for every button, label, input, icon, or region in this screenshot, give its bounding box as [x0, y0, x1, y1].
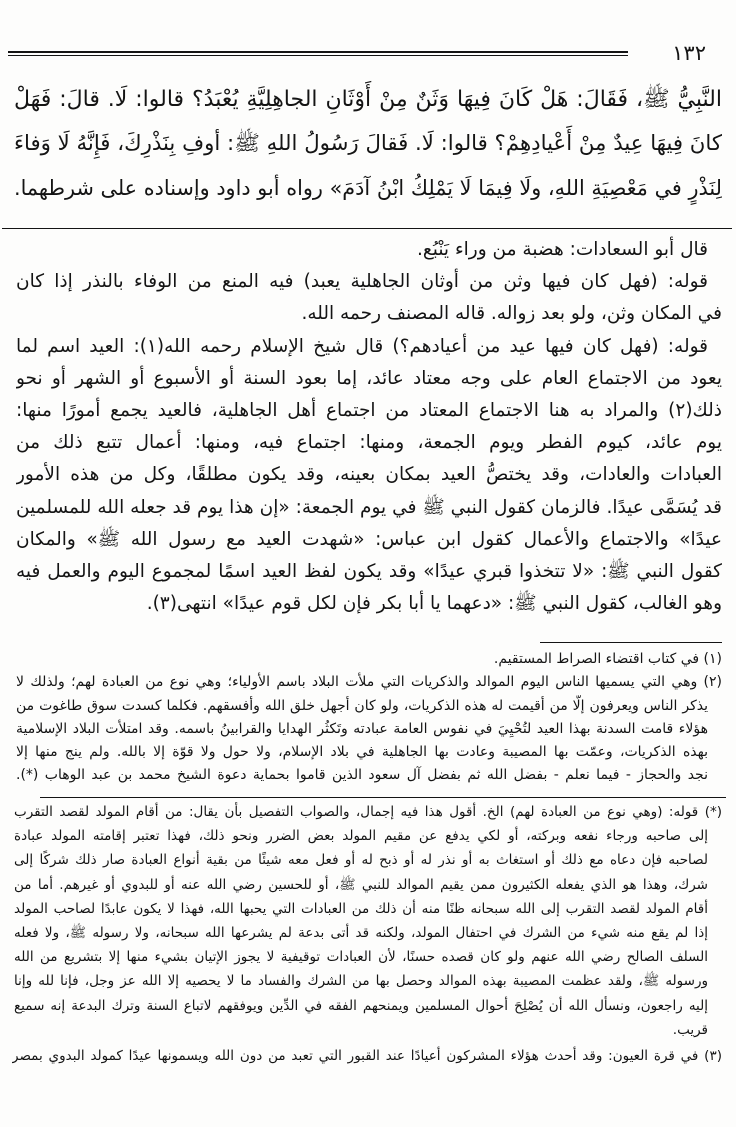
editor-note-line: السلف الصالح رضي الله عنهم ولو كان قصده حسنًا، لأن العبادات توقيفية لا يجوز الإتيان بشيء منها إلا بتشريع من الله [14, 949, 708, 966]
editor-note-line: لصاحبه فإن دعاه مع ذلك أو استغاث به أو نذر له أو ذبح له أو فعل معه شيئًا من بقية أنواع العبادة صار ذلك شركًا إلى [14, 852, 708, 869]
hadith-line: كانَ فِيهَا عِيدٌ مِنْ أَعْيادِهِمْ؟ قالوا: لَا. فَقالَ رَسُولُ اللهِ ﷺ: أوفِ بِنَذْرِكَ، فَإِنَّهُ لَا وَفاءَ [14, 131, 722, 156]
commentary-line: قال أبو السعادات: هضبة من وراء يَنْبُع. [417, 239, 708, 260]
commentary-line: قوله: (فهل كان فيها عيد من أعيادهم؟) قال شيخ الإسلام رحمه الله(١): العيد اسم لما [16, 335, 708, 357]
footnotes-block [16, 648, 722, 788]
section-divider [2, 228, 732, 229]
editor-note-line: إذا لم يقع منه شيء من الشرك في احتفال المولد، ولكنه قد أتى بدعة لم يشرعها الله سبحانه، ولا رسوله ﷺ، ولا فعله [14, 925, 708, 942]
footnote-line: (٣) في قرة العيون: وقد أحدث هؤلاء المشركون أعيادًا عند القبور التي تعبد من دون الله ويسمونها عيدًا كمولد البدوي بمصر [12, 1048, 722, 1064]
editor-note-line: ورسوله ﷺ، ولقد عظمت المصيبة بهذه الموالد وحصل بها من الشرك والفساد ما لا يحصيه إلا الله عز وجل، فإنا لله وإنا [14, 973, 708, 990]
editor-note-block [14, 800, 722, 1042]
footnote-line: (١) في كتاب اقتضاء الصراط المستقيم. [493, 651, 722, 667]
header-rule [8, 51, 628, 56]
footnote-line: (٢) وهي التي يسميها الناس اليوم الموالد والذكريات التي ملأت البلاد باسم الأولياء؛ وهي نوع من العبادة لهم؛ ولذلك لا [16, 674, 722, 691]
footnote-line: بهذه الذكريات، وعمّت بها المصيبة وعادت بها الجاهلية في بلاد الإسلام، ولا حول ولا قوّة إلا بالله. ولم ينج منها إلا [16, 744, 708, 761]
commentary-line: يوم عائد، كيوم الفطر ويوم الجمعة، ومنها: اجتماع فيه، ومنها: أعمال تتبع ذلك من [16, 432, 722, 454]
commentary-line: قوله: (فهل كان فيها وثن من أوثان الجاهلية يعبد) فيه المنع من الوفاء بالنذر إذا كان [16, 271, 708, 293]
footnote-line: هؤلاء قامت السدنة بهذا العيد لتُحْيِيَ في نفوس العامة عبادته وتَكثُر الهدايا والقرابينُ باسمه. وقد امتلأت البلاد الإسلامية [16, 720, 708, 737]
footnote-line: يذكر الناس ويعرفون إلّا من أقيمت له هذه الذكريات، ولو كان أجهل خلق الله وأفسقهم. فكلما كسدت سوق طاغوت من [16, 697, 708, 714]
commentary-line: العبادات والعادات، وقد يختصُّ العيد بمكان بعينه، وقد يكون مطلقًا، وكل من هذه الأمور [16, 464, 722, 486]
commentary-line: كقول النبي ﷺ: «لا تتخذوا قبري عيدًا» وقد يكون لفظ العيد اسمًا لمجموع اليوم والعمل فيه [16, 561, 722, 583]
commentary-line: ذلك(٢) والمراد به هنا الاجتماع المعتاد من اجتماع أهل الجاهلية، فالعيد يجمع أمورًا منها: [16, 400, 722, 422]
commentary-line: عيدًا» والاجتماع والأعمال كقول ابن عباس: «شهدت العيد مع رسول الله ﷺ» والمكان [16, 528, 722, 550]
editor-note-divider [40, 797, 726, 798]
commentary-line: قد يُسَمَّى عيدًا. فالزمان كقول النبي ﷺ في يوم الجمعة: «إن هذا يوم قد جعله الله للمسلمين [16, 496, 722, 518]
editor-note-line: قريب. [672, 1021, 708, 1038]
commentary-block [16, 234, 722, 620]
footnote-divider [540, 642, 722, 643]
footnote-line: نجد والحجاز - فيما نعلم - بفضل الله ثم بفضل آل سعود الذين قاموا بحماية دعوة الشيخ محمد بن عبد الوهاب (*). [16, 767, 708, 784]
editor-note-line: شرك، وهذا هو الذي يفعله الكثيرون ممن يقيم الموالد للنبي ﷺ، أو للحسين رضي الله عنه أو للبدوي أو غيرهم. أما من [14, 876, 708, 893]
page-number: ١٣٢ [672, 41, 706, 65]
hadith-line: النَّبِيُّ ﷺ، فَقَالَ: هَلْ كَانَ فِيهَا وَثَنٌ مِنْ أَوْثَانِ الجاهِلِيَّةِ يُعْبَدُ؟ قالوا: لَا. قالَ: فَهَلْ [14, 87, 722, 112]
hadith-line: لِنَذْرٍ في مَعْصِيَةِ اللهِ، ولَا فِيمَا لَا يَمْلِكُ ابْنُ آدَمَ» رواه أبو داود وإسناده على شرطهما. [14, 176, 722, 200]
editor-note-line: إلى صاحبه ورجاء نفعه وبركته، أو لكي يدفع عن مقيم المولد بعض الضرر ونحو ذلك، فهذا تعتبر إقامته المولد عبادة [14, 828, 708, 845]
editor-note-line: أقام المولد لقصد التقرب إلى الله سبحانه ظنًا منه أن ذلك من العبادات التي يحبها الله، فهذا لا يكون عابدًا لصاحب المولد [14, 900, 708, 917]
commentary-line: يعود من الاجتماع العام على وجه معتاد عائد، إما بعود السنة أو الأسبوع أو الشهر أو نحو [16, 367, 722, 389]
hadith-block [14, 78, 722, 210]
editor-note-line: (*) قوله: (وهي نوع من العبادة لهم) الخ. أقول هذا فيه إجمال، والصواب التفصيل بأن يقال: من أقام المولد لقصد التقرب [14, 804, 722, 820]
footnote-3-block [12, 1044, 722, 1068]
editor-note-line: إليه راجعون، ونسأل الله أن يُصْلِحَ أحوال المسلمين ويمنحهم الفقه في الدِّين ويوفقهم لاتباع السنة وترك البدعة إنه سميع [14, 997, 708, 1014]
commentary-line: وهو الغالب، كقول النبي ﷺ: «دعهما يا أبا بكر فإن لكل قوم عيدًا» انتهى(٣). [146, 593, 722, 615]
commentary-line: في المكان وثن، ولو بعد زواله. قاله المصنف رحمه الله. [301, 303, 722, 325]
